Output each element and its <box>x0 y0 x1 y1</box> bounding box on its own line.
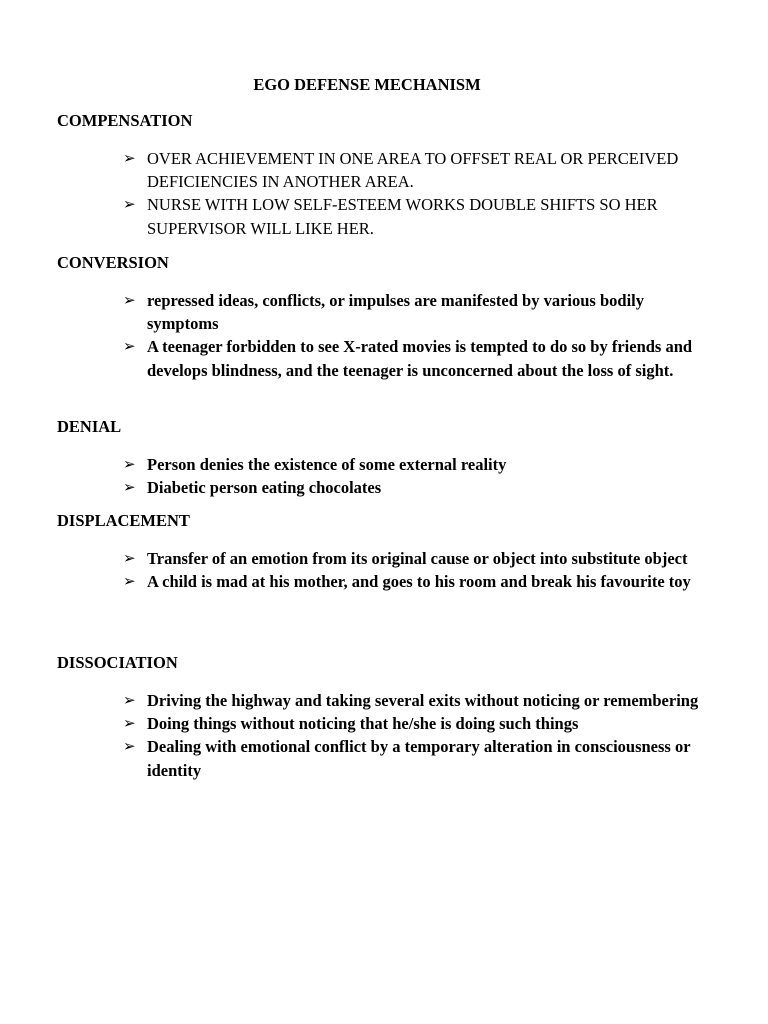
arrow-bullet-icon: ➢ <box>123 691 136 709</box>
section-heading: COMPENSATION <box>57 111 193 130</box>
list-item-text: NURSE WITH LOW SELF-ESTEEM WORKS DOUBLE SHIFTS SO HER SUPERVISOR WILL LIKE HER. <box>147 195 658 238</box>
section-denial <box>57 417 707 499</box>
list-item-text: Diabetic person eating chocolates <box>147 478 382 498</box>
list-item <box>57 453 707 476</box>
list-item-text: Driving the highway and taking several exits without noticing or remembering <box>147 691 699 710</box>
list-item <box>57 289 707 335</box>
list-item-text: A teenager forbidden to see X-rated movies is tempted to do so by friends and develops blindness, and the teenager is unconcerned about the loss of sight. <box>147 337 693 380</box>
list-item <box>57 689 707 712</box>
section-dissociation <box>57 653 707 782</box>
arrow-bullet-icon: ➢ <box>123 572 136 591</box>
arrow-bullet-icon: ➢ <box>123 291 136 309</box>
section-heading: DENIAL <box>57 417 122 436</box>
section-heading: DISPLACEMENT <box>57 511 190 530</box>
section-compensation <box>57 111 707 240</box>
page-title: EGO DEFENSE MECHANISM <box>253 75 481 94</box>
list-item <box>57 735 707 781</box>
list-item-text: Doing things without noticing that he/she is doing such things <box>147 714 579 734</box>
list-item <box>57 476 707 499</box>
bullet-list <box>57 147 707 240</box>
list-item <box>57 147 707 193</box>
section-displacement <box>57 511 707 593</box>
list-item-text: OVER ACHIEVEMENT IN ONE AREA TO OFFSET REAL OR PERCEIVED DEFICIENCIES IN ANOTHER AREA. <box>147 149 679 192</box>
section-conversion <box>57 253 707 382</box>
list-item <box>57 570 707 593</box>
bullet-list <box>57 453 707 499</box>
bullet-list <box>57 289 707 382</box>
section-heading: CONVERSION <box>57 253 169 272</box>
arrow-bullet-icon: ➢ <box>123 714 136 733</box>
list-item-text: Person denies the existence of some external reality <box>147 455 507 474</box>
list-item-text: Transfer of an emotion from its original cause or object into substitute object <box>147 549 688 568</box>
arrow-bullet-icon: ➢ <box>123 337 136 356</box>
arrow-bullet-icon: ➢ <box>123 549 136 567</box>
arrow-bullet-icon: ➢ <box>123 478 136 497</box>
list-item-text: repressed ideas, conflicts, or impulses are manifested by various bodily symptoms <box>147 291 644 334</box>
list-item <box>57 193 707 239</box>
list-item <box>57 547 707 570</box>
arrow-bullet-icon: ➢ <box>123 149 136 167</box>
list-item <box>57 335 707 381</box>
arrow-bullet-icon: ➢ <box>123 737 136 756</box>
list-item <box>57 712 707 735</box>
arrow-bullet-icon: ➢ <box>123 195 136 214</box>
list-item-text: A child is mad at his mother, and goes to his room and break his favourite toy <box>147 572 691 592</box>
list-item-text: Dealing with emotional conflict by a temporary alteration in consciousness or identity <box>147 737 691 780</box>
section-heading: DISSOCIATION <box>57 653 178 672</box>
bullet-list <box>57 689 707 782</box>
arrow-bullet-icon: ➢ <box>123 455 136 473</box>
bullet-list <box>57 547 707 593</box>
